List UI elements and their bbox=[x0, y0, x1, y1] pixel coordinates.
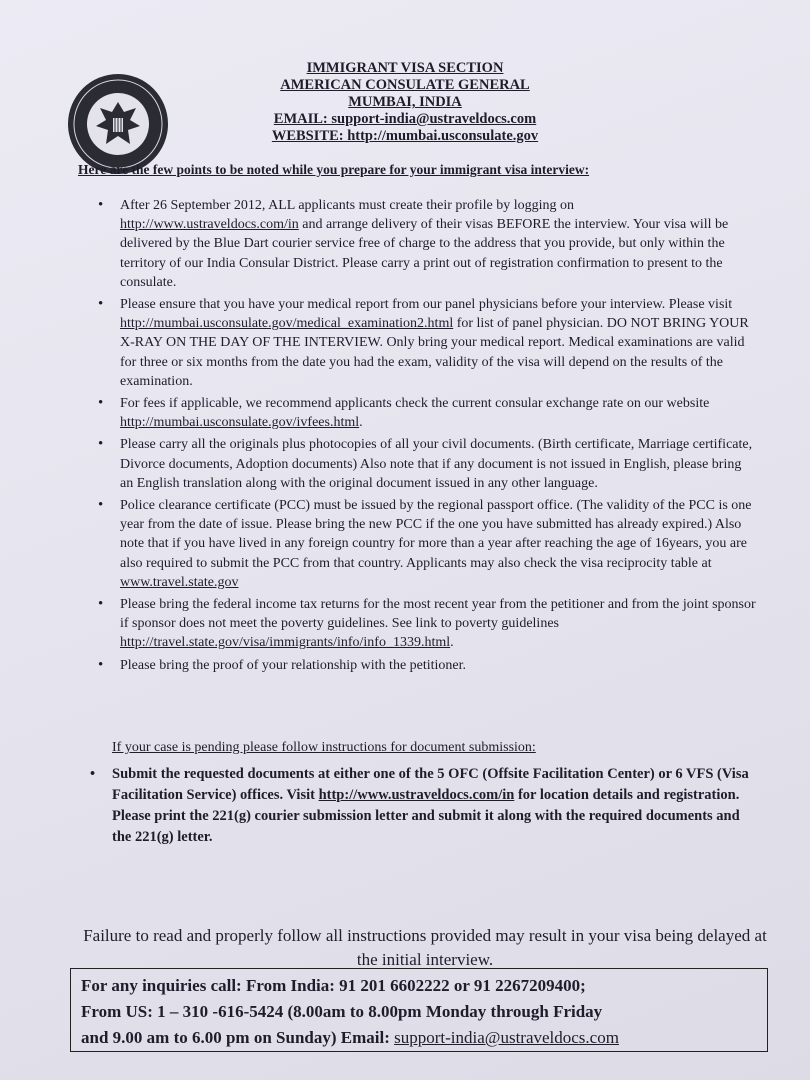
consulate-header bbox=[230, 60, 580, 145]
medical-examination-link[interactable]: http://mumbai.usconsulate.gov/medical_examination2.html bbox=[120, 316, 454, 332]
list-item bbox=[88, 764, 758, 848]
header-location: MUMBAI, INDIA bbox=[348, 94, 462, 110]
point-text: After 26 September 2012, ALL applicants must create their profile by logging on bbox=[120, 198, 574, 213]
point-text: . bbox=[450, 635, 454, 651]
point-text: Please carry all the originals plus photocopies of all your civil documents. (Birth certificate, Marriage certificate, Divorce documents, Adoption documents) Also note that if any document is not issued in English, please bring an English translation along with the original document issued in any other language. bbox=[120, 437, 753, 491]
instruction-list bbox=[96, 196, 756, 678]
header-consulate-name: AMERICAN CONSULATE GENERAL bbox=[280, 77, 530, 93]
header-email[interactable]: EMAIL: support-india@ustraveldocs.com bbox=[273, 111, 537, 127]
list-item bbox=[96, 196, 756, 292]
point-text: Please bring the federal income tax returns for the most recent year from the petitioner and from the joint sponsor if sponsor does not meet the poverty guidelines. See link to poverty guidelines bbox=[120, 597, 756, 632]
inquiry-hours-text: and 9.00 am to 6.00 pm on Sunday) Email: bbox=[81, 1028, 395, 1047]
list-item bbox=[96, 295, 756, 391]
point-text: Please ensure that you have your medical report from our panel physicians before your interview. Please visit bbox=[120, 297, 733, 313]
point-text: for location details and registration. Please print the 221(g) courier submission letter and submit it along with the required documents and the 221(g) letter. bbox=[112, 787, 740, 845]
submission-list bbox=[88, 764, 758, 848]
list-item bbox=[96, 595, 756, 653]
travel-state-link[interactable]: www.travel.state.gov bbox=[120, 574, 239, 590]
inquiry-hours-email bbox=[81, 1025, 757, 1051]
point-text: and arrange delivery of their visas BEFORE the interview. Your visa will be delivered by the Blue Dart courier service free of charge to the address that you provide, but only within the territory of our India Consular District. Please carry a print out of registration confirmation to present to the consulate. bbox=[120, 217, 729, 290]
point-text: For fees if applicable, we recommend applicants check the current consular exchange rate on our website bbox=[120, 396, 710, 412]
list-item bbox=[96, 394, 756, 432]
inquiry-us-phone: From US: 1 – 310 -616-5424 (8.00am to 8.00pm Monday through Friday bbox=[81, 1002, 603, 1021]
department-of-state-seal-icon bbox=[66, 72, 170, 176]
point-text: Submit the requested documents at either one of the 5 OFC (Offsite Facilitation Center) or 6 VFS (Visa Facilitation Service) offices. Visit bbox=[112, 766, 749, 803]
list-item bbox=[96, 435, 756, 493]
inquiry-email-link[interactable]: support-india@ustraveldocs.com bbox=[394, 1028, 619, 1047]
ustraveldocs-link[interactable]: http://www.ustraveldocs.com/in bbox=[120, 217, 299, 233]
inquiry-box bbox=[70, 968, 768, 1052]
failure-warning: Failure to read and properly follow all instructions provided may result in your visa being delayed at the initial interview. bbox=[83, 926, 767, 969]
poverty-guidelines-link[interactable]: http://travel.state.gov/visa/immigrants/info/info_1339.html bbox=[120, 635, 451, 651]
ivfees-link[interactable]: http://mumbai.usconsulate.gov/ivfees.html bbox=[120, 415, 360, 431]
point-text: for list of panel physician. DO NOT BRING YOUR X-RAY ON THE DAY OF THE INTERVIEW. Only bring your medical report. Medical examinations are valid for three or six months from the date you had the exam, validity of the visa will depend on the results of the examination. bbox=[120, 316, 749, 389]
list-item bbox=[96, 496, 756, 592]
pending-case-heading: If your case is pending please follow instructions for document submission: bbox=[112, 740, 536, 755]
inquiry-india-phone: For any inquiries call: From India: 91 201 6602222 or 91 2267209400; bbox=[81, 976, 586, 995]
ustraveldocs-link[interactable]: http://www.ustraveldocs.com/in bbox=[318, 787, 515, 803]
list-item bbox=[96, 656, 756, 675]
point-text: Please bring the proof of your relationship with the petitioner. bbox=[120, 657, 467, 673]
point-text: Police clearance certificate (PCC) must be issued by the regional passport office. (The validity of the PCC is one year from the date of issue. Please bring the new PCC if the one you have submitted has already expired.) Also note that if you have lived in any foreign country for more than a year after reaching the age of 16years, you are also required to submit the PCC from that country. Applicants may also check the visa reciprocity table at bbox=[120, 498, 752, 571]
intro-heading: Here are the few points to be noted while you prepare for your immigrant visa interview: bbox=[78, 162, 590, 177]
header-section-title: IMMIGRANT VISA SECTION bbox=[306, 60, 504, 76]
header-website[interactable]: WEBSITE: http://mumbai.usconsulate.gov bbox=[271, 128, 539, 144]
point-text: . bbox=[359, 415, 363, 431]
